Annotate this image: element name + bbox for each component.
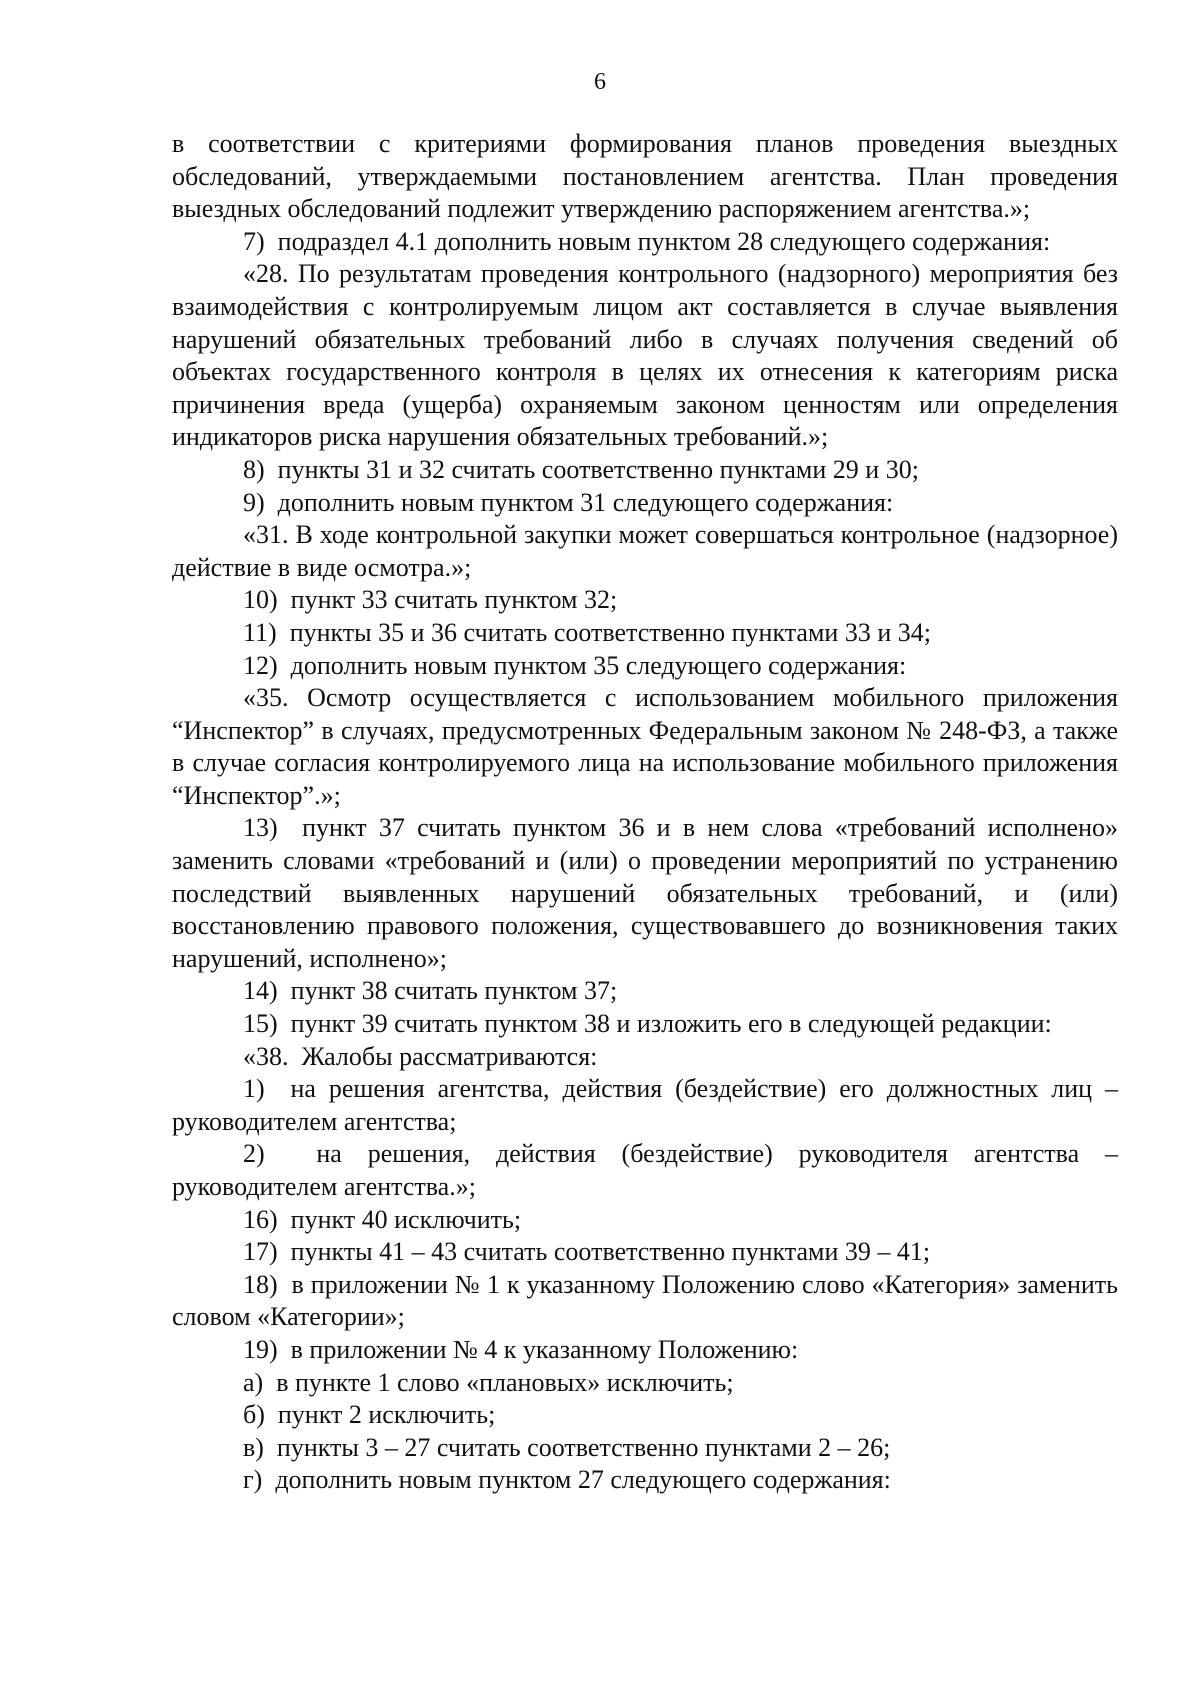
paragraph-subitem-v: в) пункты 3 – 27 считать соответственно пунктами 2 – 26; (243, 1432, 891, 1462)
paragraph-item-16: 16) пункт 40 исключить; (243, 1204, 522, 1234)
document-body (172, 128, 1125, 1497)
paragraph-item-19: 19) в приложении № 4 к указанному Положению: (243, 1334, 799, 1364)
paragraph-quote-38: «38. Жалобы рассматриваются: (243, 1041, 598, 1071)
paragraph-quote-28: «28. По результатам проведения контрольного (надзорного) мероприятия без взаимодействия с контролируемым лицом акт составляется в случае выявления нарушений обязательных требований либо в случаях получения сведений об объектах государственного контроля в целях их отнесения к категориям риска причинения вреда (ущерба) охраняемым законом ценностям или определения индикаторов риска нарушения обязательных требований.»; (172, 259, 1125, 452)
paragraph-subitem-g: г) дополнить новым пунктом 27 следующего содержания: (243, 1465, 891, 1495)
paragraph-quote-31: «31. В ходе контрольной закупки может совершаться контрольное (надзорное) действие в виде осмотра.»; (172, 520, 1125, 582)
paragraph-continuation: в соответствии с критериями формирования планов проведения выездных обследований, утверждаемыми постановлением агентства. План проведения выездных обследований подлежит утверждению распоряжением агентства.»; (172, 129, 1125, 224)
paragraph-item-12: 12) дополнить новым пунктом 35 следующего содержания: (243, 650, 907, 680)
paragraph-subitem-2: 2) на решения, действия (бездействие) руководителя агентства – руководителем агентства.»; (172, 1139, 1125, 1201)
paragraph-item-9: 9) дополнить новым пунктом 31 следующего содержания: (243, 487, 894, 517)
paragraph-quote-35: «35. Осмотр осуществляется с использованием мобильного приложения “Инспектор” в случаях, предусмотренных Федеральным законом № 248-ФЗ, а также в случае согласия контролируемого лица на использование мобильного приложения “Инспектор”.»; (172, 683, 1125, 810)
paragraph-item-14: 14) пункт 38 считать пунктом 37; (243, 976, 618, 1006)
paragraph-subitem-a: а) в пункте 1 слово «плановых» исключить; (243, 1367, 734, 1397)
paragraph-subitem-1: 1) на решения агентства, действия (бездействие) его должностных лиц – руководителем агентства; (172, 1074, 1125, 1136)
paragraph-item-11: 11) пункты 35 и 36 считать соответственно пунктами 33 и 34; (243, 617, 931, 647)
page-number: 6 (594, 69, 606, 95)
paragraph-item-8: 8) пункты 31 и 32 считать соответственно пунктами 29 и 30; (243, 454, 919, 484)
paragraph-item-7: 7) подраздел 4.1 дополнить новым пунктом 28 следующего содержания: (243, 226, 1051, 256)
paragraph-item-18: 18) в приложении № 1 к указанному Положению слово «Категория» заменить словом «Категории»; (172, 1269, 1125, 1332)
paragraph-subitem-b: б) пункт 2 исключить; (243, 1400, 496, 1430)
paragraph-item-13: 13) пункт 37 считать пунктом 36 и в нем слова «требований исполнено» заменить словами «требований и (или) о проведении мероприятий по устранению последствий выявленных нарушений обязательных требований, и (или) восстановлению правового положения, существовавшего до возникновения таких нарушений, исполнено»; (172, 813, 1125, 973)
paragraph-item-15: 15) пункт 39 считать пунктом 38 и изложить его в следующей редакции: (243, 1009, 1052, 1039)
paragraph-item-17: 17) пункты 41 – 43 считать соответственно пунктами 39 – 41; (243, 1237, 931, 1267)
paragraph-item-10: 10) пункт 33 считать пунктом 32; (243, 585, 618, 615)
